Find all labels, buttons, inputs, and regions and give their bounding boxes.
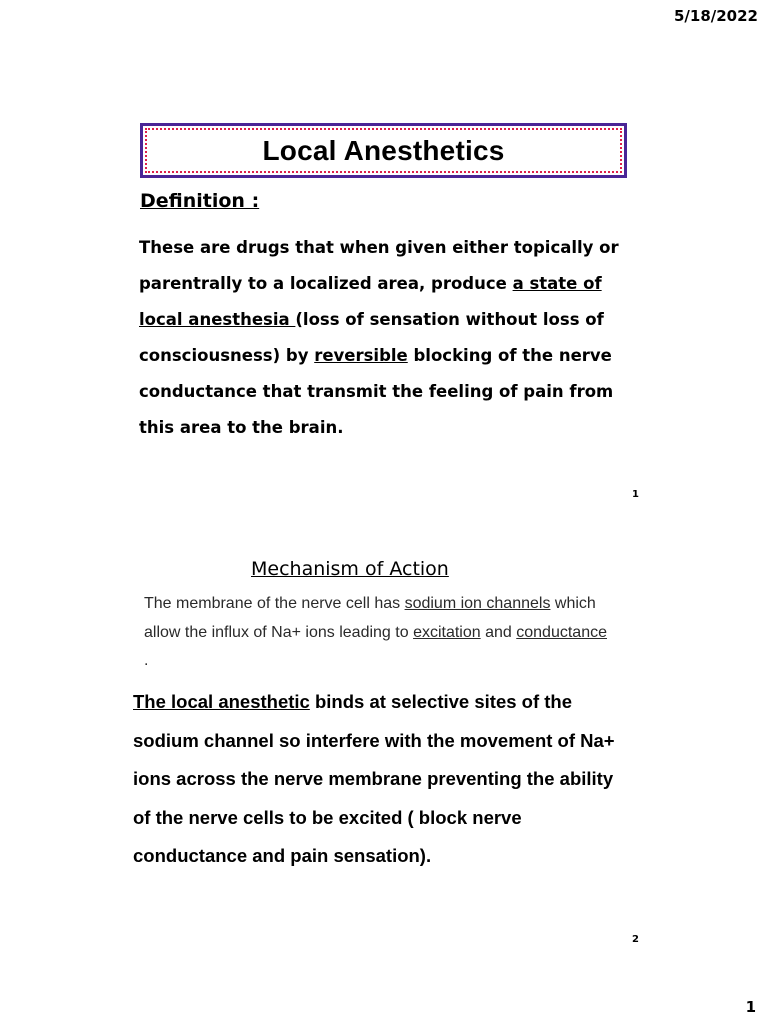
mechanism-heading: Mechanism of Action bbox=[251, 558, 449, 580]
mechanism-text: and bbox=[480, 623, 517, 641]
mechanism-text: The membrane of the nerve cell has bbox=[144, 595, 405, 612]
mechanism-text: which allow the influx of Na+ ions leading to bbox=[144, 595, 596, 641]
definition-text: These are drugs that when given either topically or parentrally to a localized area, produce bbox=[139, 238, 619, 293]
slide-title: Local Anesthetics bbox=[262, 134, 505, 166]
definition-heading: Definition : bbox=[140, 190, 260, 212]
sodium-channels-term: sodium ion channels bbox=[404, 595, 551, 612]
conductance-term: conductance bbox=[516, 623, 607, 641]
mechanism-text: . bbox=[144, 652, 149, 669]
slide-number: 2 bbox=[632, 934, 639, 945]
mechanism-body-text: binds at selective sites of the sodium channel so interfere with the movement of Na+ ions across the nerve membrane preventing the ability of the nerve cells to be excited ( block nerve conductance and pain sensation). bbox=[133, 691, 615, 866]
title-box bbox=[140, 123, 627, 178]
local-anesthetic-term: The local anesthetic bbox=[133, 691, 310, 712]
date-label: 5/18/2022 bbox=[673, 7, 758, 25]
reversible-term: reversible bbox=[314, 346, 408, 365]
excitation-term: excitation bbox=[413, 623, 481, 641]
definition-paragraph bbox=[139, 230, 639, 446]
page-number: 1 bbox=[745, 998, 756, 1016]
definition-text: blocking of the nerve conductance that transmit the feeling of pain from this area to the brain. bbox=[139, 346, 614, 437]
definition-key-term: a state of local anesthesia bbox=[139, 274, 602, 329]
definition-text: (loss of sensation without loss of consciousness) by bbox=[139, 310, 604, 365]
slide-number: 1 bbox=[632, 489, 639, 500]
mechanism-intro bbox=[144, 590, 614, 676]
mechanism-body bbox=[133, 683, 633, 876]
